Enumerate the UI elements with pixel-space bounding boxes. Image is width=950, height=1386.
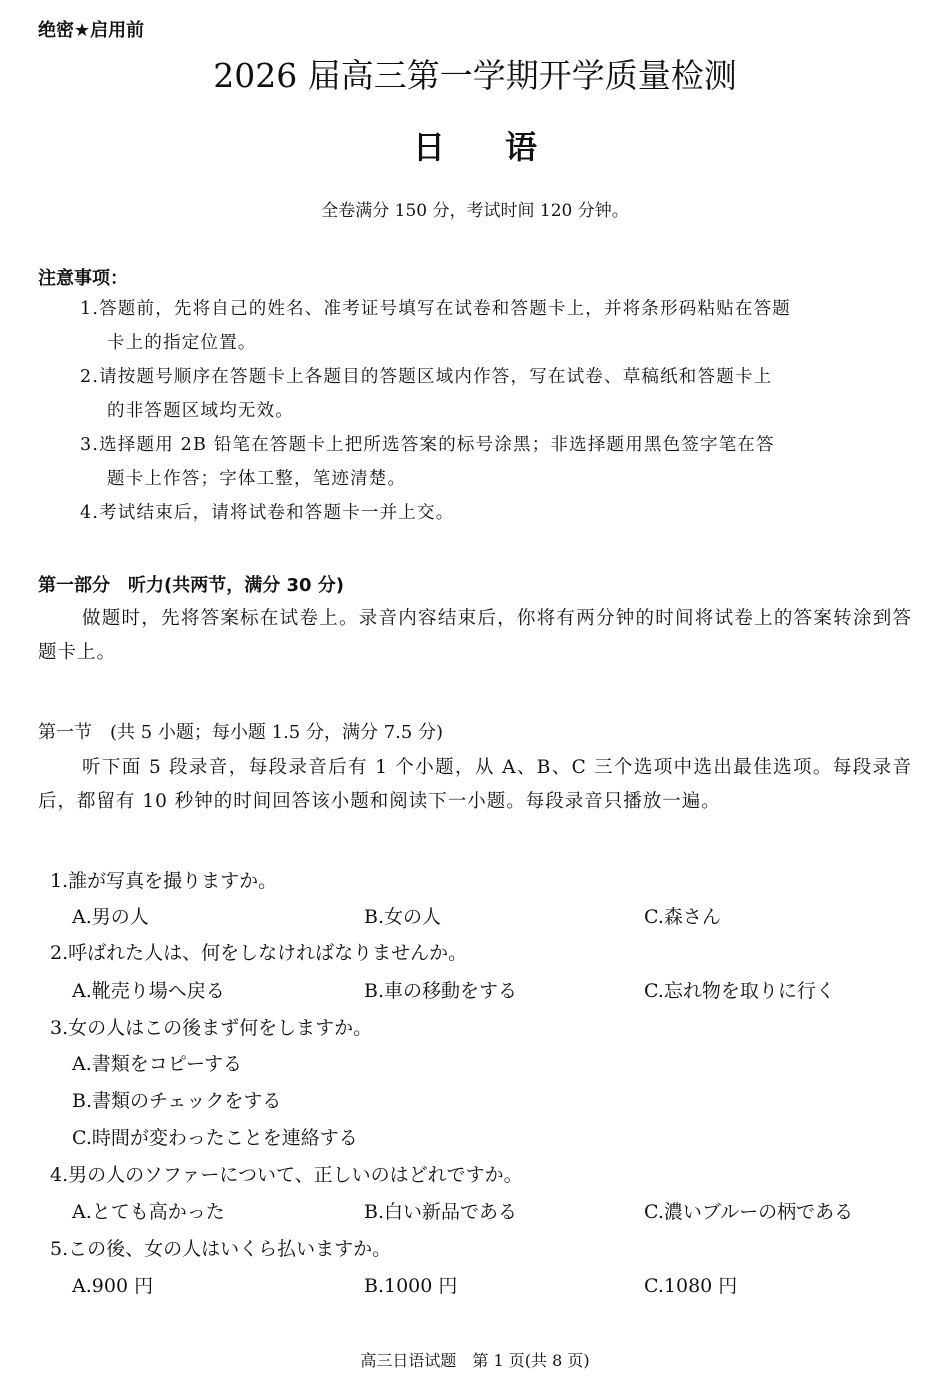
- option-3a: A.書類をコピーする: [72, 1053, 243, 1075]
- option-4a: A.とても高かった: [72, 1201, 225, 1223]
- option-1a: A.男の人: [72, 906, 149, 928]
- page-footer: 高三日语试题 第 1 页(共 8 页): [360, 1351, 590, 1370]
- option-4b: B.白い新品である: [364, 1201, 518, 1223]
- option-1c: C.森さん: [644, 906, 721, 928]
- confidential-mark: 绝密★启用前: [38, 20, 145, 41]
- notice-line: 题卡上作答；字体工整，笔迹清楚。: [107, 469, 407, 489]
- part1-heading: 第一部分 听力(共两节，满分 30 分): [38, 575, 345, 596]
- section1-instruction: 听下面 5 段录音，每段录音后有 1 个小题，从 A、B、C 三个选项中选出最佳选项。每段录音后，都留有 10 秒钟的时间回答该小题和阅读下一小题。每段录音只播放一遍。: [38, 757, 912, 812]
- notice-line: 1.答题前，先将自己的姓名、准考证号填写在试卷和答题卡上，并将条形码粘贴在答题: [80, 299, 791, 319]
- question-3: 3.女の人はこの後まず何をしますか。: [50, 1017, 373, 1039]
- option-3b: B.書類のチェックをする: [72, 1090, 282, 1112]
- exam-title: 2026 届高三第一学期开学质量检测: [213, 56, 737, 95]
- notice-heading: 注意事项：: [38, 268, 128, 289]
- option-4c: C.濃いブルーの柄である: [644, 1201, 854, 1223]
- question-4: 4.男の人のソファーについて、正しいのはどれですか。: [50, 1164, 523, 1186]
- section1-heading: 第一节 (共 5 小题；每小题 1.5 分，满分 7.5 分): [38, 722, 444, 743]
- notice-item: [80, 292, 914, 530]
- subject-title: 日语: [412, 128, 597, 166]
- notice-line: 卡上的指定位置。: [107, 333, 257, 353]
- option-5a: A.900 円: [72, 1275, 154, 1297]
- option-2a: A.靴売り場へ戻る: [72, 980, 225, 1002]
- notice-line: 的非答题区域均无效。: [107, 401, 294, 421]
- notice-line: 2.请按题号顺序在答题卡上各题目的答题区域内作答，写在试卷、草稿纸和答题卡上: [80, 367, 773, 387]
- option-2b: B.車の移動をする: [364, 980, 518, 1002]
- question-5: 5.この後、女の人はいくら払いますか。: [50, 1238, 392, 1260]
- option-5b: B.1000 円: [364, 1275, 458, 1297]
- option-5c: C.1080 円: [644, 1275, 738, 1297]
- notice-line: 4.考试结束后，请将试卷和答题卡一并上交。: [80, 503, 455, 523]
- option-3c: C.時間が変わったことを連絡する: [72, 1127, 358, 1149]
- exam-meta: 全卷满分 150 分，考试时间 120 分钟。: [321, 201, 629, 221]
- notice-line: 3.选择题用 2B 铅笔在答题卡上把所选答案的标号涂黑；非选择题用黑色签字笔在答: [80, 435, 775, 455]
- option-1b: B.女の人: [364, 906, 442, 928]
- question-2: 2.呼ばれた人は、何をしなければなりませんか。: [50, 942, 468, 964]
- option-2c: C.忘れ物を取りに行く: [644, 980, 835, 1002]
- part1-instruction: 做题时，先将答案标在试卷上。录音内容结束后，你将有两分钟的时间将试卷上的答案转涂到答题卡上。: [38, 608, 912, 663]
- question-1: 1.誰が写真を撮りますか。: [50, 870, 278, 892]
